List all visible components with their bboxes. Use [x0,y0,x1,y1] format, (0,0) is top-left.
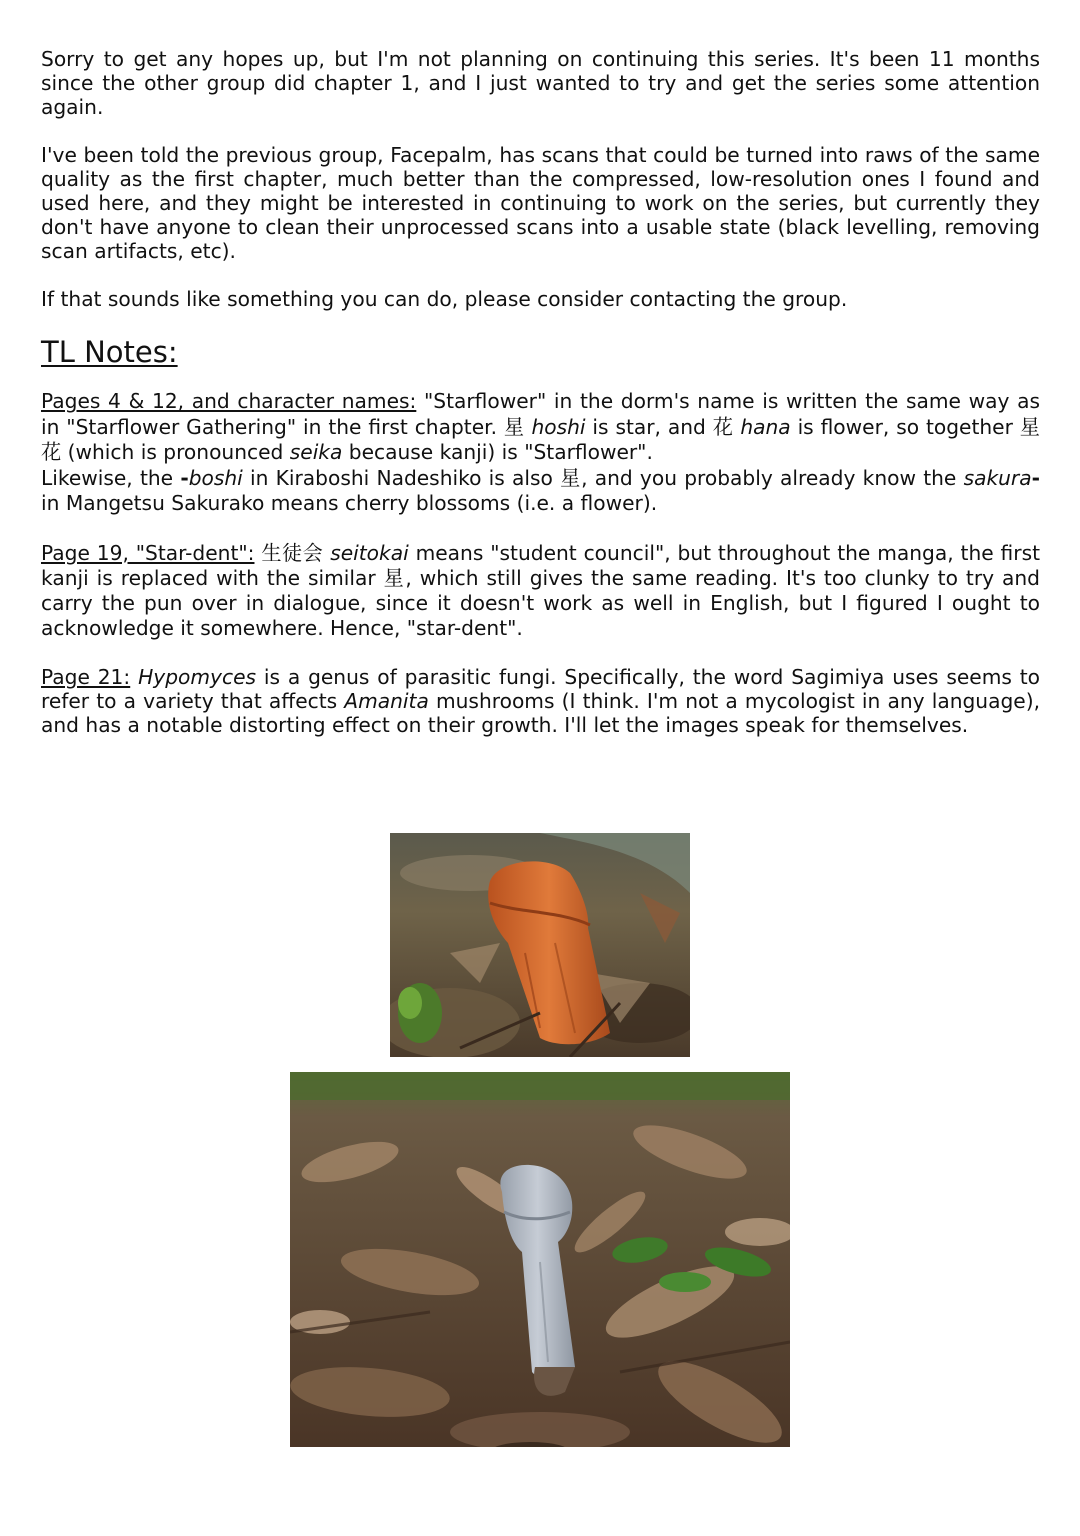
note-hypomyces: Page 21: Hypomyces is a genus of parasitic fungi. Specifically, the word Sagimiya uses seems to refer to a variety that affects Amanita mushrooms (I think. I'm not a mycologist in any language), and has a notable distorting effect on their growth. I'll let the images speak for themselves. [41,664,1041,737]
note-star-dent: Page 19, "Star-dent": 生徒会 seitokai means "student council", but throughout the manga, the first kanji is replaced with the similar 星, which still gives the same reading. It's too clunky to try and carry the pun over in dialogue, since it doesn't work as well in English, but I figured I ought to acknowledge it somewhere. Hence, "star-dent". [41,540,1040,640]
intro-paragraph-3: If that sounds like something you can do, please consider contacting the group. [41,287,848,311]
note-label: Page 19, "Star-dent": [41,540,255,565]
note-starflower: Pages 4 & 12, and character names: "Starflower" in the dorm's name is written the same way as in "Starflower Gathering" in the first chapter. 星 hoshi is star, and 花 hana is flower, so together 星花 (which is pronounced seika because kanji) is "Starflower". Likewise, the -boshi in Kiraboshi Nadeshiko is also 星, and you probably already know the sakura- in Mangetsu Sakurako means cherry blossoms (i.e. a flower). [41,389,1040,515]
note-label: Pages 4 & 12, and character names: [41,389,417,413]
orange-hypomyces-mushroom-photo [390,833,690,1057]
white-hypomyces-mushroom-photo [290,1072,790,1447]
tl-notes-heading: TL Notes: [41,335,178,369]
note-starflower-line-2: Likewise, the -boshi in Kiraboshi Nadeshiko is also 星, and you probably already know the sakura- in Mangetsu Sakurako means cherry blossoms (i.e. a flower). [41,465,1040,515]
note-label: Page 21: [41,664,131,689]
intro-paragraph-1: Sorry to get any hopes up, but I'm not planning on continuing this series. It's been 11 months since the other group did chapter 1, and I just wanted to try and get the series some attention again. [41,47,1040,119]
document-page [41,47,1040,761]
intro-paragraph-2: I've been told the previous group, Facepalm, has scans that could be turned into raws of the same quality as the first chapter, much better than the compressed, low-resolution ones I found and used here, and they might be interested in continuing to work on the series, but currently they don't have anyone to clean their unprocessed scans into a usable state (black levelling, removing scan artifacts, etc). [41,143,1040,263]
